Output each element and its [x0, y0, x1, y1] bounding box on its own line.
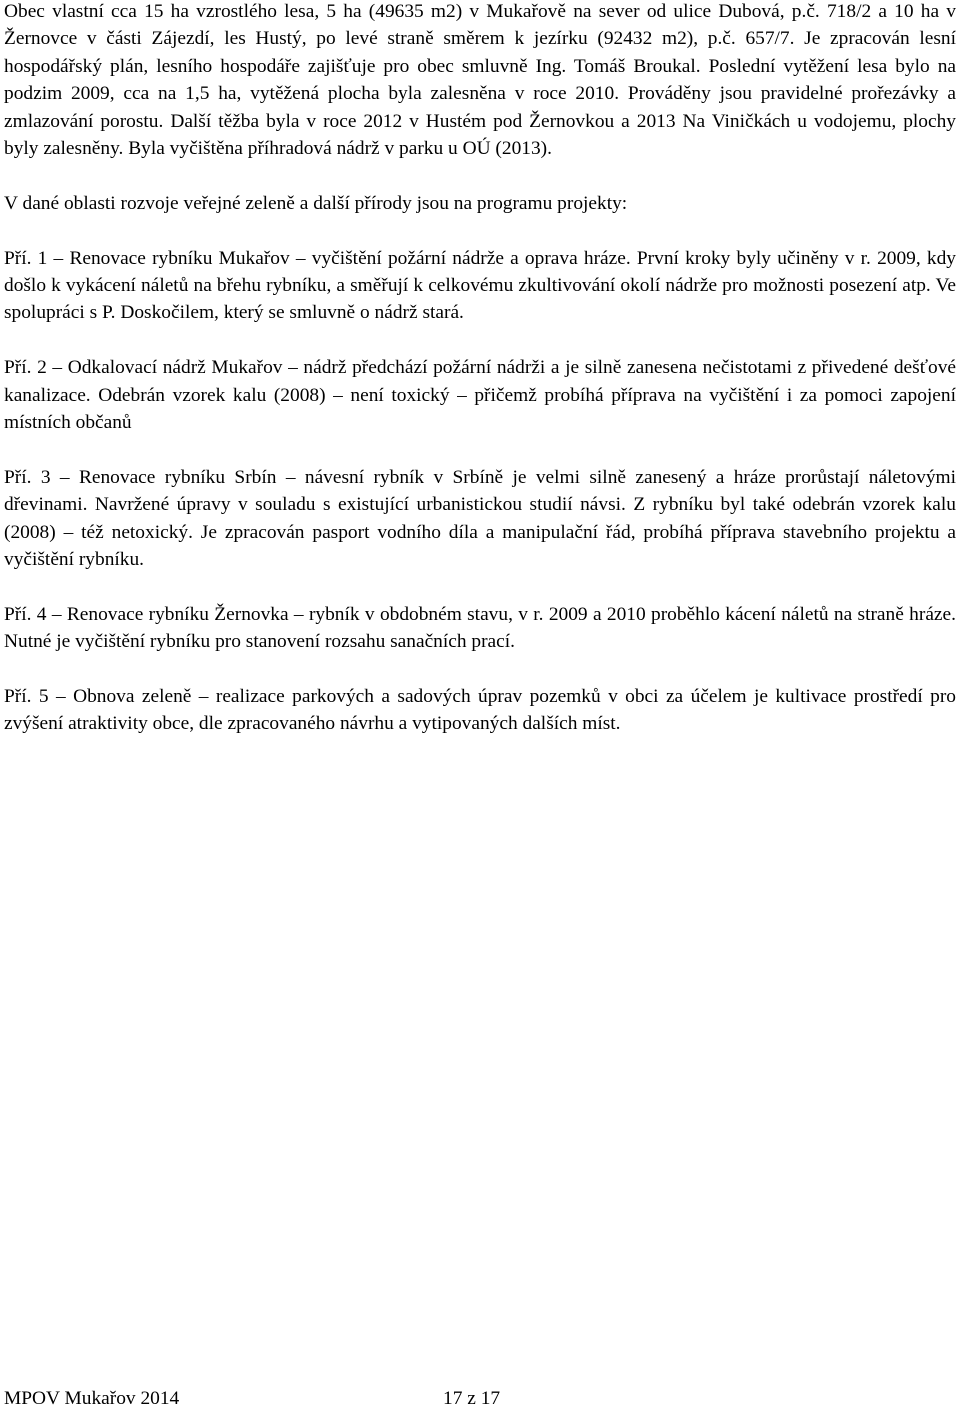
paragraph-project-3: Pří. 3 – Renovace rybníku Srbín – návesní rybník v Srbíně je velmi silně zanesený a hráze prorůstají náletovými dřevinami. Navržené úpravy v souladu s existující urbanistickou studií návsi. Z rybníku byl také odebrán vzorek kalu (2008) – též netoxický. Je zpracován pasport vodního díla a manipulační řád, probíhá příprava stavebního projektu a vyčištění rybníku.: [4, 466, 956, 571]
footer-page-number: 17 z 17: [443, 1388, 501, 1409]
paragraph-project-5: Pří. 5 – Obnova zeleně – realizace parkových a sadových úprav pozemků v obci za účelem je kultivace prostředí pro zvýšení atraktivity obce, dle zpracovaného návrhu a vytipovaných dalších míst.: [4, 686, 956, 735]
document-body: [4, 0, 956, 738]
paragraph-forest-ownership: Obec vlastní cca 15 ha vzrostlého lesa, 5 ha (49635 m2) v Mukařově na sever od ulice Dubová, p.č. 718/2 a 10 ha v Žernovce v části Zájezdí, les Hustý, po levé straně směrem k jezírku (92432 m2), p.č. 657/7. Je zpracován lesní hospodářský plán, lesního hospodáře zajišťuje pro obec smluvně Ing. Tomáš Broukal. Poslední vytěžení lesa bylo na podzim 2009, cca na 1,5 ha, vytěžená plocha byla zalesněna v roce 2010. Prováděny jsou pravidelné prořezávky a zmlazování porostu. Další těžba byla v roce 2012 v Hustém pod Žernovkou a 2013 Na Viničkách u vodojemu, plochy byly zalesněny. Byla vyčištěna příhradová nádrž v parku u OÚ (2013).: [4, 1, 956, 160]
paragraph-project-4: Pří. 4 – Renovace rybníku Žernovka – rybník v obdobném stavu, v r. 2009 a 2010 proběhlo kácení náletů na straně hráze. Nutné je vyčištění rybníku pro stanovení rozsahu sanačních prací.: [4, 603, 956, 653]
paragraph-project-2: Pří. 2 – Odkalovací nádrž Mukařov – nádrž předchází požární nádrži a je silně zanesena nečistotami z přivedené dešťové kanalizace. Odebrán vzorek kalu (2008) – není toxický – přičemž probíhá příprava na vyčištění i za pomoci zapojení místních občanů: [4, 357, 956, 434]
page-footer: [4, 1385, 564, 1413]
paragraph-projects-intro: V dané oblasti rozvoje veřejné zeleně a další přírody jsou na programu projekty:: [4, 192, 628, 214]
paragraph-project-1: Pří. 1 – Renovace rybníku Mukařov – vyčištění požární nádrže a oprava hráze. První kroky byly učiněny v r. 2009, kdy došlo k vykácení náletů na břehu rybníku, a směřují k celkovému zkultivování okolí nádrže pro možnosti posezení atp. Ve spolupráci s P. Doskočilem, který se smluvně o nádrž stará.: [4, 247, 956, 324]
footer-document-title: MPOV Mukařov 2014: [4, 1388, 180, 1409]
